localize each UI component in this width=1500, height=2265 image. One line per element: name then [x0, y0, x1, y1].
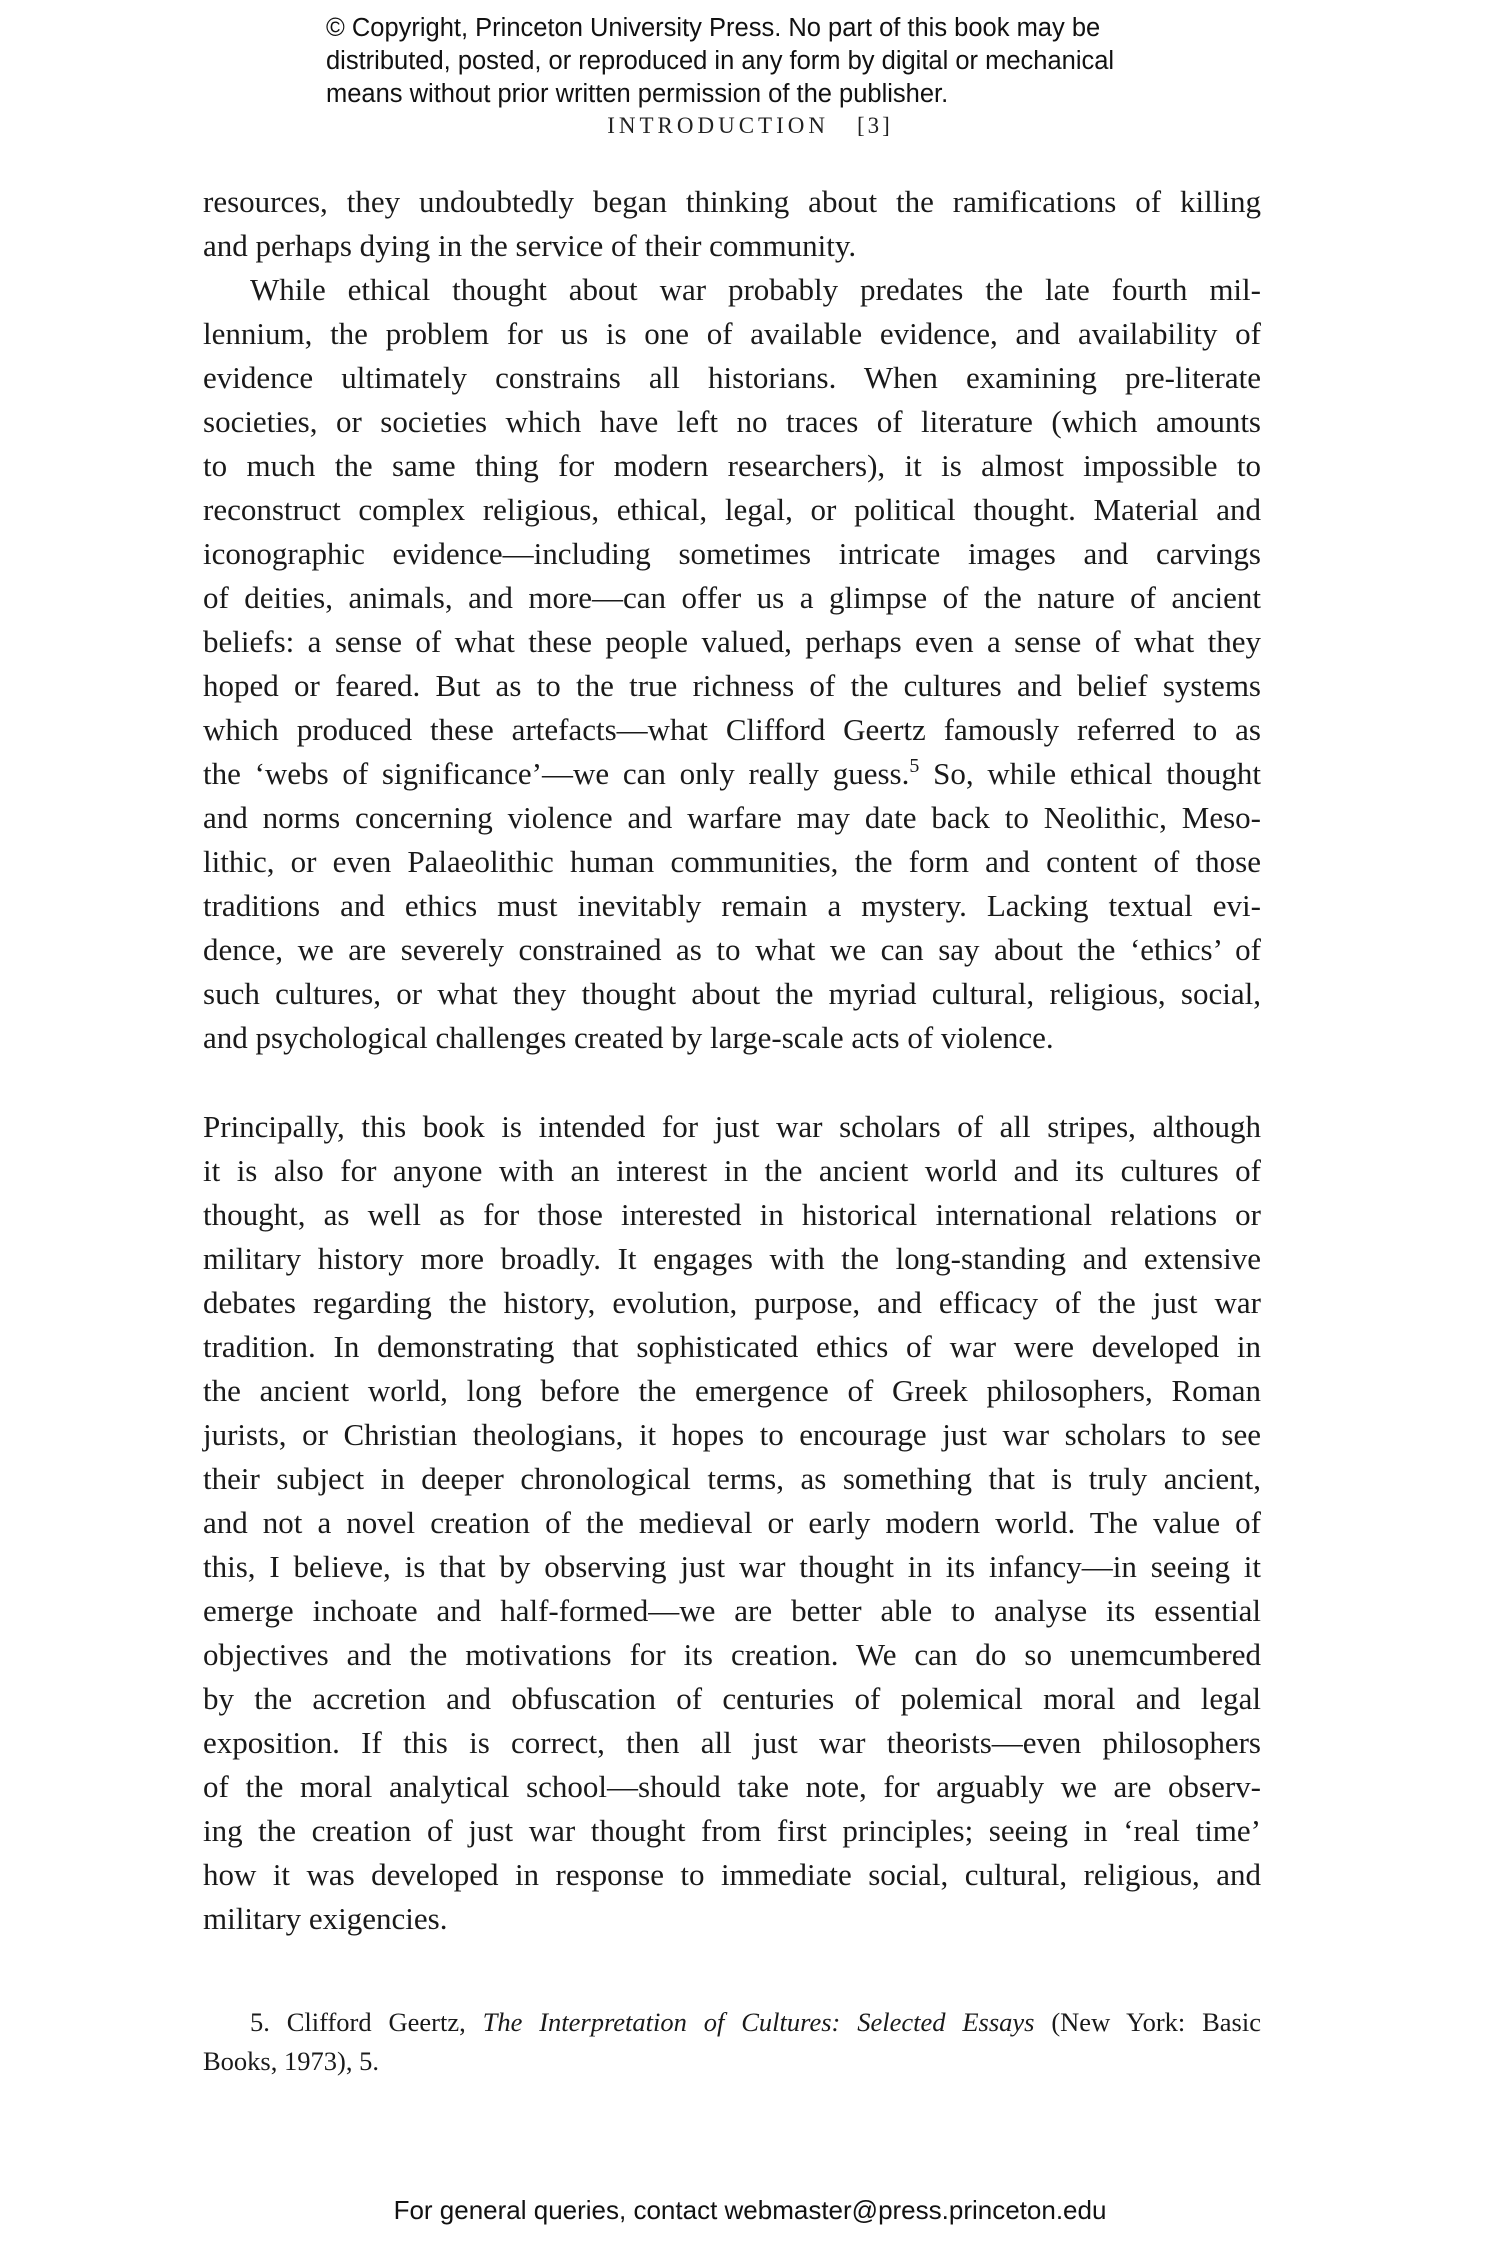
text-line: ing the creation of just war thought from first principles; seeing in ‘real time’ — [203, 1813, 1261, 1848]
text-line: military exigencies. — [203, 1901, 448, 1936]
text-line: it is also for anyone with an interest in the ancient world and its cultures of — [203, 1153, 1261, 1188]
footnote-book-title: The Interpretation of Cultures: Selected Essays — [482, 2007, 1035, 2037]
text-line: hoped or feared. But as to the true richness of the cultures and belief systems — [203, 668, 1261, 703]
text-segment: the ‘webs of significance’—we can only really guess. — [203, 756, 910, 791]
text-line: by the accretion and obfuscation of centuries of polemical moral and legal — [203, 1681, 1261, 1716]
footnote-line — [203, 2003, 1261, 2042]
text-line: objectives and the motivations for its creation. We can do so unemcumbered — [203, 1637, 1261, 1672]
paragraph — [203, 1105, 1261, 1941]
footer-contact: For general queries, contact webmaster@press.princeton.edu — [393, 2195, 1107, 2225]
footnote-publication: (New York: Basic — [1034, 2007, 1261, 2037]
text-line: of deities, animals, and more—can offer us a glimpse of the nature of ancient — [203, 580, 1261, 615]
text-line: to much the same thing for modern researchers), it is almost impossible to — [203, 448, 1261, 483]
copyright-notice — [326, 12, 1226, 111]
running-head — [0, 113, 1500, 139]
text-line: lithic, or even Palaeolithic human communities, the form and content of those — [203, 844, 1261, 879]
footnote-number: 5. — [250, 2007, 270, 2037]
text-line: debates regarding the history, evolution, purpose, and efficacy of the just war — [203, 1285, 1261, 1320]
paragraph — [203, 268, 1261, 1060]
text-line: and psychological challenges created by large-scale acts of violence. — [203, 1020, 1054, 1055]
footnote-line: Books, 1973), 5. — [203, 2046, 379, 2076]
text-line: emerge inchoate and half-formed—we are better able to analyse its essential — [203, 1593, 1261, 1628]
text-line: which produced these artefacts—what Clifford Geertz famously referred to as — [203, 712, 1261, 747]
text-line: exposition. If this is correct, then all just war theorists—even philosophers — [203, 1725, 1261, 1760]
text-line: reconstruct complex religious, ethical, legal, or political thought. Material and — [203, 492, 1261, 527]
text-line: Principally, this book is intended for just war scholars of all stripes, although — [203, 1109, 1261, 1144]
footnote — [203, 2003, 1261, 2081]
text-line: resources, they undoubtedly began thinking about the ramifications of killing — [203, 184, 1261, 219]
copyright-line: © Copyright, Princeton University Press. No part of this book may be — [326, 14, 1101, 42]
text-line: how it was developed in response to immediate social, cultural, religious, and — [203, 1857, 1261, 1892]
text-line: lennium, the problem for us is one of available evidence, and availability of — [203, 316, 1261, 351]
text-line: of the moral analytical school—should take note, for arguably we are observ- — [203, 1769, 1261, 1804]
copyright-line: means without prior written permission of the publisher. — [326, 80, 949, 108]
text-line: beliefs: a sense of what these people valued, perhaps even a sense of what they — [203, 624, 1261, 659]
text-line: dence, we are severely constrained as to what we can say about the ‘ethics’ of — [203, 932, 1261, 967]
text-line: While ethical thought about war probably predates the late fourth mil- — [250, 272, 1261, 307]
section-break — [203, 1060, 1261, 1105]
text-segment: So, while ethical thought — [919, 756, 1261, 791]
text-line: and not a novel creation of the medieval or early modern world. The value of — [203, 1505, 1261, 1540]
text-line: jurists, or Christian theologians, it hopes to encourage just war scholars to see — [203, 1417, 1261, 1452]
text-line: and perhaps dying in the service of their community. — [203, 228, 857, 263]
paragraph — [203, 180, 1261, 268]
text-line: and norms concerning violence and warfare may date back to Neolithic, Meso- — [203, 800, 1261, 835]
text-line: evidence ultimately constrains all historians. When examining pre-literate — [203, 360, 1261, 395]
text-line: traditions and ethics must inevitably remain a mystery. Lacking textual evi- — [203, 888, 1261, 923]
text-line: military history more broadly. It engages with the long-standing and extensive — [203, 1241, 1261, 1276]
text-line-with-note — [203, 752, 1261, 796]
text-line: thought, as well as for those interested in historical international relations or — [203, 1197, 1261, 1232]
text-line: iconographic evidence—including sometimes intricate images and carvings — [203, 536, 1261, 571]
text-line: this, I believe, is that by observing just war thought in its infancy—in seeing it — [203, 1549, 1261, 1584]
text-line: societies, or societies which have left no traces of literature (which amounts — [203, 404, 1261, 439]
chapter-title: INTRODUCTION — [607, 113, 829, 138]
text-line: tradition. In demonstrating that sophisticated ethics of war were developed in — [203, 1329, 1261, 1364]
footnote-reference[interactable]: 5 — [909, 755, 920, 777]
text-line: such cultures, or what they thought about the myriad cultural, religious, social, — [203, 976, 1261, 1011]
main-text — [203, 180, 1261, 1941]
copyright-line: distributed, posted, or reproduced in any form by digital or mechanical — [326, 47, 1115, 75]
page-number: [3] — [856, 113, 893, 138]
text-line: their subject in deeper chronological terms, as something that is truly ancient, — [203, 1461, 1261, 1496]
footnote-author: Clifford Geertz, — [269, 2007, 483, 2037]
text-line: the ancient world, long before the emergence of Greek philosophers, Roman — [203, 1373, 1261, 1408]
